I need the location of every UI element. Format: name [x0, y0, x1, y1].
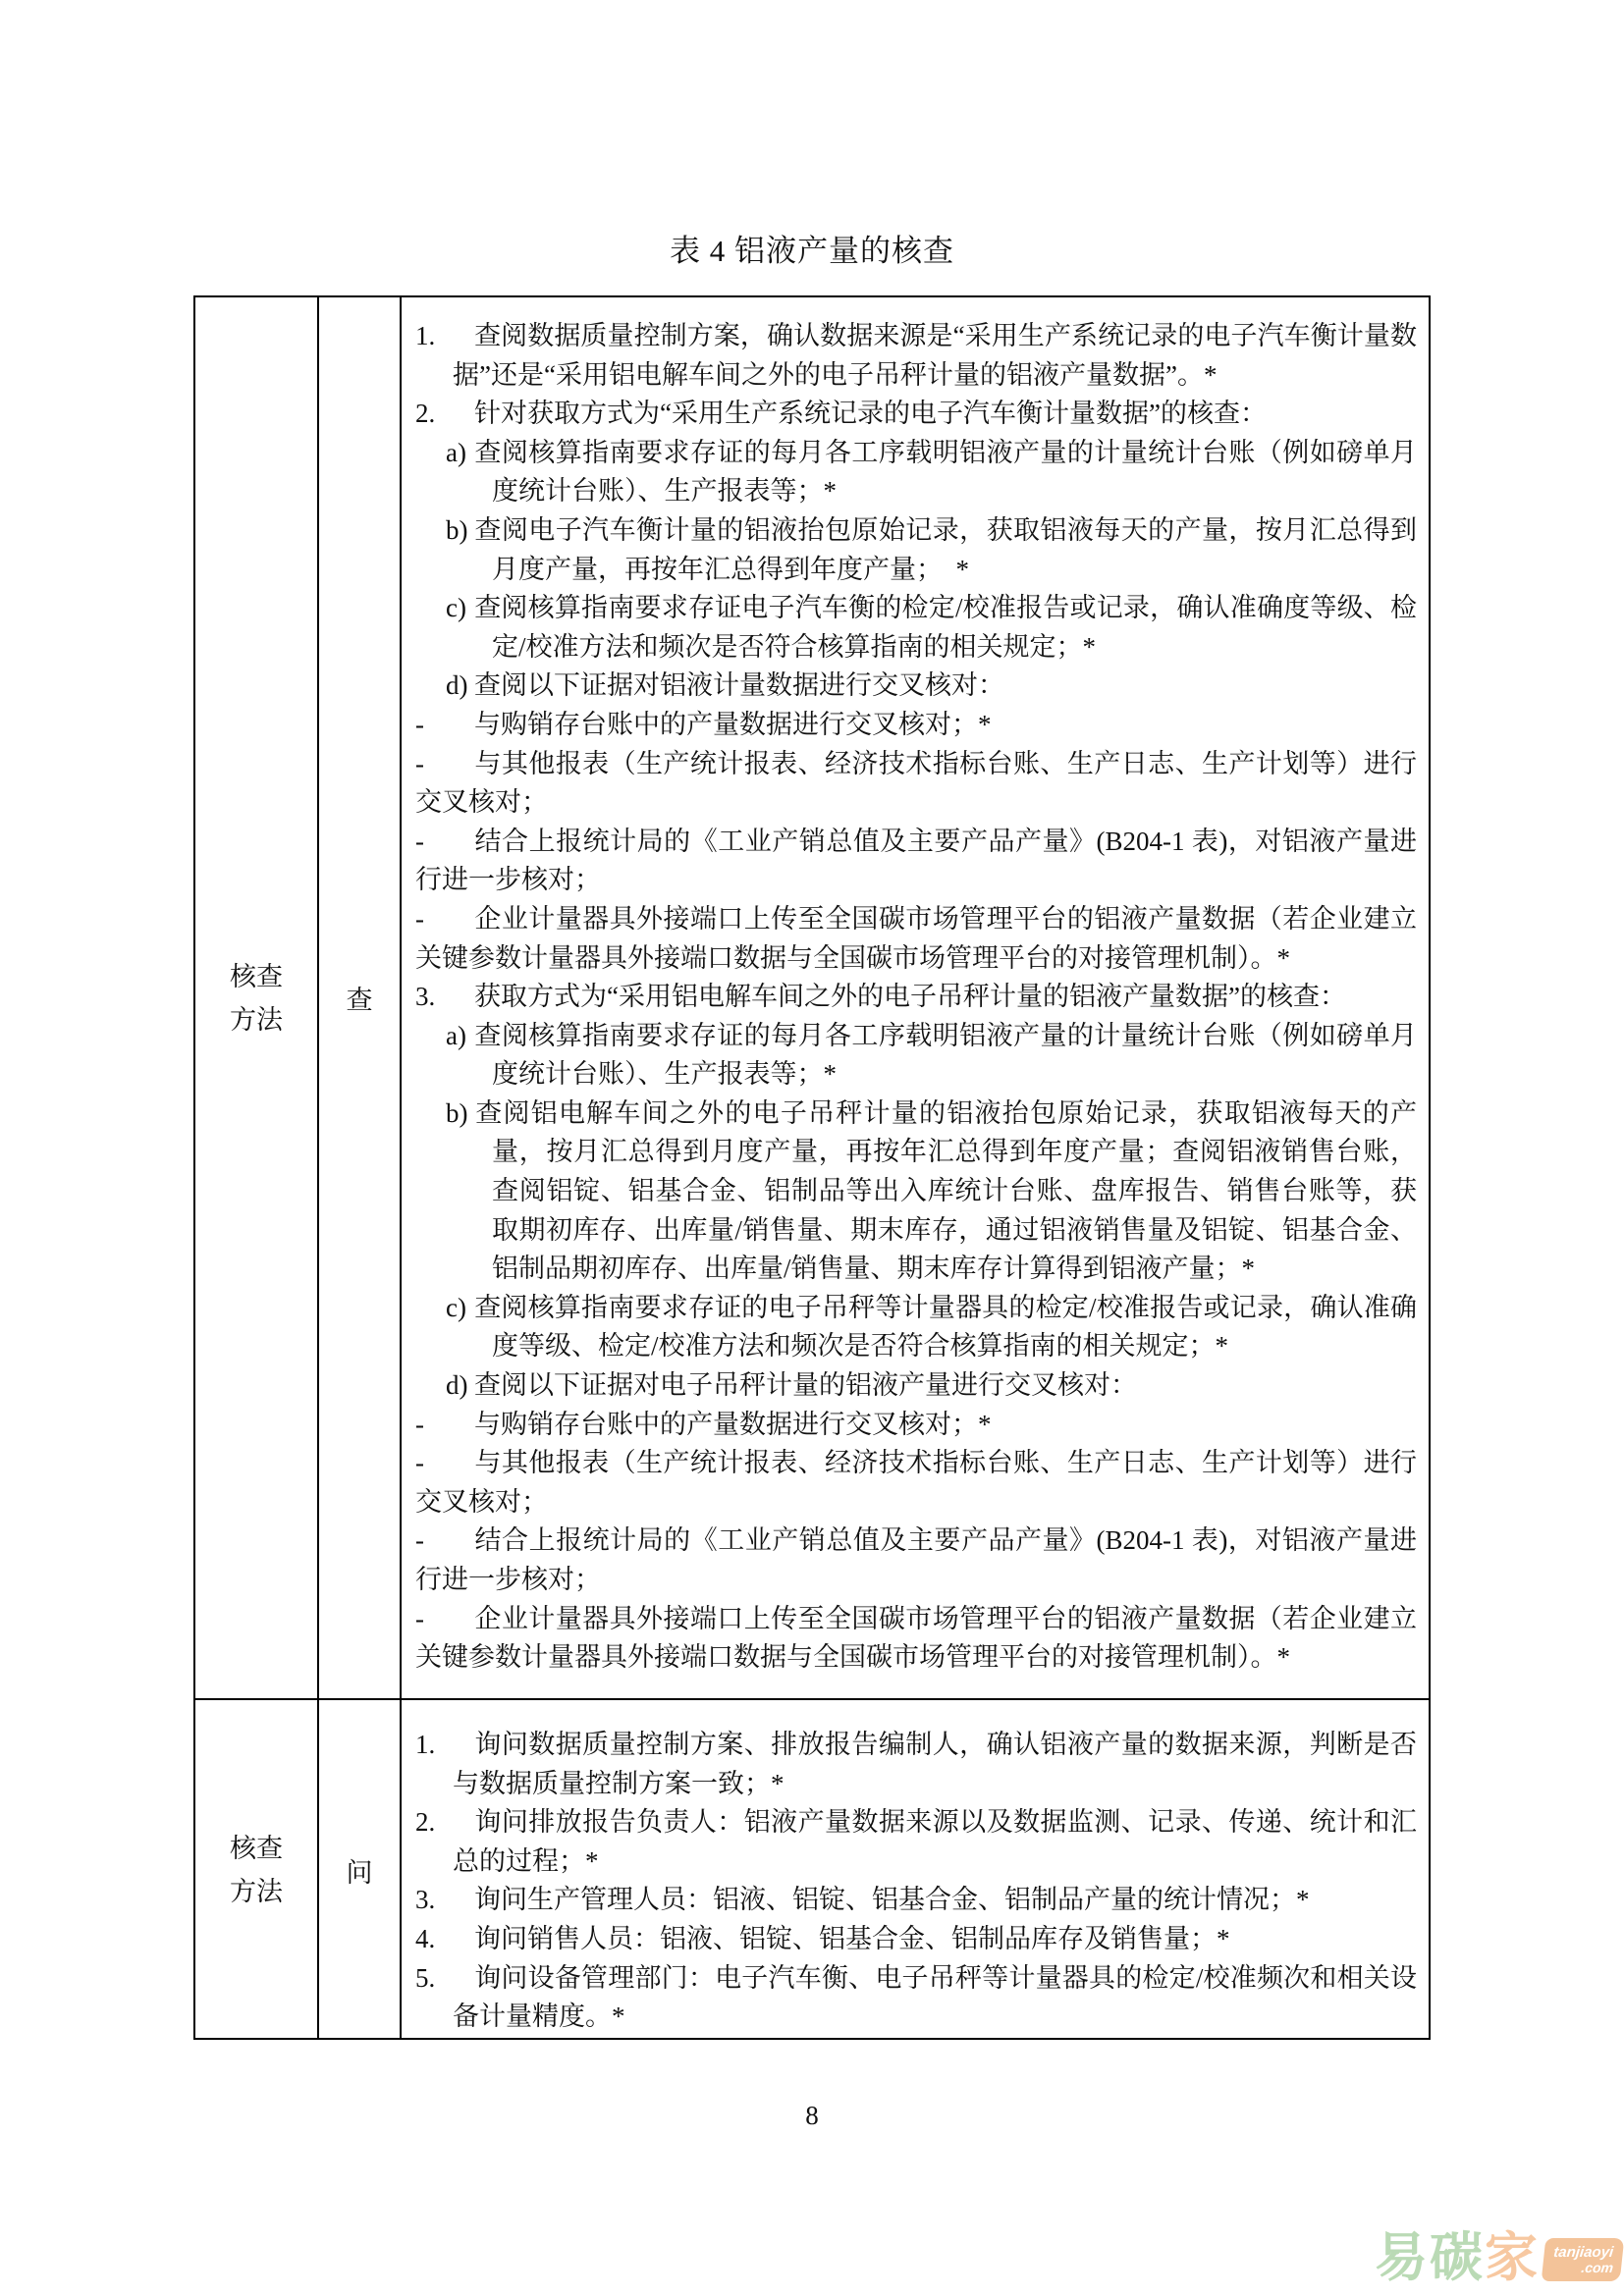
item-label: -	[415, 1525, 424, 1556]
watermark-domain-badge	[1542, 2238, 1624, 2281]
verification-table	[193, 295, 1431, 2040]
item-label: -	[415, 1603, 424, 1633]
item-label: 1.	[415, 1730, 436, 1759]
item-text: 查阅铝电解车间之外的电子吊秤计量的铝液抬包原始记录，获取铝液每天的产量，按月汇总得到月度产量，再按年汇总得到年度产量；查阅铝液销售台账，查阅铝锭、铝基合金、铝制品等出入库统计台账、盘库报告、销售台账等，获取期初库存、出库量/销售量、期末库存，通过铝液销售量及铝锭、铝基合金、铝制品期初库存、出库量/销售量、期末库存计算得到铝液产量；*	[474, 1097, 1417, 1284]
checklist-item	[415, 1959, 1417, 2037]
checklist-item	[415, 745, 1417, 823]
checklist-item	[415, 511, 1417, 589]
item-label: d)	[446, 1370, 468, 1401]
checklist-item	[415, 395, 1417, 434]
item-label: 2.	[415, 1807, 436, 1838]
checklist-item	[415, 823, 1417, 900]
item-text: 企业计量器具外接端口上传至全国碳市场管理平台的铝液产量数据（若企业建立关键参数计量器具外接端口数据与全国碳市场管理平台的对接管理机制）。*	[415, 1603, 1417, 1673]
row-header-cell	[195, 297, 319, 1698]
item-label: b)	[446, 1097, 468, 1128]
watermark-site: tanjiaoyi	[1552, 2243, 1615, 2261]
watermark-text-orange: 家	[1485, 2228, 1538, 2287]
checklist-item	[415, 1017, 1417, 1095]
site-watermark	[1375, 2230, 1622, 2285]
checklist-item	[415, 317, 1417, 395]
item-text: 查阅核算指南要求存证的电子吊秤等计量器具的检定/校准报告或记录，确认准确度等级、检定/校准方法和频次是否符合核算指南的相关规定；*	[474, 1292, 1417, 1362]
item-label: 3.	[415, 982, 436, 1012]
item-text: 与其他报表（生产统计报表、经济技术指标台账、生产日志、生产计划等）进行交叉核对；	[415, 1448, 1417, 1517]
page-number: 8	[805, 2101, 819, 2130]
item-label: -	[415, 826, 424, 856]
item-label: a)	[446, 1020, 466, 1050]
item-text: 与购销存台账中的产量数据进行交叉核对；*	[474, 1409, 992, 1439]
checklist-item	[415, 1095, 1417, 1289]
item-text: 获取方式为“采用铝电解车间之外的电子吊秤计量的铝液产量数据”的核查：	[474, 982, 1346, 1012]
table-caption: 表 4 铝液产量的核查	[670, 234, 954, 268]
item-label: -	[415, 1409, 424, 1439]
check-items-cell	[402, 297, 1429, 1698]
watermark-text-green: 易碳	[1375, 2228, 1485, 2287]
checklist-item	[415, 978, 1417, 1017]
item-text: 结合上报统计局的《工业产销总值及主要产品产量》(B204-1 表)，对铝液产量进行进一步核对；	[415, 1525, 1417, 1594]
method-cell-check	[319, 297, 402, 1698]
item-text: 询问数据质量控制方案、排放报告编制人，确认铝液产量的数据来源，判断是否与数据质量控制方案一致；*	[453, 1730, 1417, 1798]
checklist-item	[415, 1726, 1417, 1803]
checklist-item	[415, 1803, 1417, 1881]
item-label: 2.	[415, 399, 436, 429]
checklist-item	[415, 1366, 1417, 1406]
item-label: 5.	[415, 1962, 436, 1993]
watermark-tld: .com	[1580, 2259, 1615, 2275]
item-label: a)	[446, 437, 466, 467]
item-label: -	[415, 748, 424, 778]
row-header-cell	[195, 1700, 319, 2040]
item-text: 询问销售人员：铝液、铝锭、铝基合金、铝制品库存及销售量；*	[474, 1923, 1230, 1953]
table-row-check	[195, 297, 1429, 1700]
item-label: -	[415, 709, 424, 739]
item-text: 查阅核算指南要求存证的每月各工序载明铝液产量的计量统计台账（例如磅单月度统计台账）、生产报表等；*	[474, 1020, 1417, 1090]
checklist-item	[415, 1406, 1417, 1445]
item-label: c)	[446, 593, 466, 623]
item-text: 结合上报统计局的《工业产销总值及主要产品产量》(B204-1 表)，对铝液产量进行进一步核对；	[415, 826, 1417, 895]
checklist-item	[415, 1444, 1417, 1522]
method-label-check: 查	[346, 986, 373, 1015]
item-label: d)	[446, 670, 468, 701]
item-text: 与其他报表（生产统计报表、经济技术指标台账、生产日志、生产计划等）进行交叉核对；	[415, 748, 1417, 818]
item-text: 询问生产管理人员：铝液、铝锭、铝基合金、铝制品产量的统计情况；*	[474, 1885, 1310, 1915]
method-label-ask: 问	[346, 1857, 373, 1888]
item-label: b)	[446, 514, 468, 545]
row-header-label: 核查方法	[230, 1834, 283, 1906]
checklist-item	[415, 1289, 1417, 1366]
item-label: 4.	[415, 1923, 436, 1953]
item-label: -	[415, 1448, 424, 1478]
checklist-item	[415, 1881, 1417, 1920]
checklist-item	[415, 1600, 1417, 1678]
checklist-item	[415, 434, 1417, 511]
ask-items-cell	[402, 1700, 1429, 2040]
item-text: 针对获取方式为“采用生产系统记录的电子汽车衡计量数据”的核查：	[474, 399, 1267, 429]
checklist-item	[415, 1522, 1417, 1599]
item-text: 查阅核算指南要求存证的每月各工序载明铝液产量的计量统计台账（例如磅单月度统计台账）、生产报表等；*	[474, 437, 1417, 507]
checklist-item	[415, 1920, 1417, 1959]
item-label: -	[415, 903, 424, 934]
item-label: c)	[446, 1292, 466, 1322]
item-text: 查阅数据质量控制方案，确认数据来源是“采用生产系统记录的电子汽车衡计量数据”还是“采用铝电解车间之外的电子吊秤计量的铝液产量数据”。*	[453, 321, 1417, 390]
item-text: 询问设备管理部门：电子汽车衡、电子吊秤等计量器具的检定/校准频次和相关设备计量精度。*	[453, 1962, 1417, 2032]
table-row-ask	[195, 1700, 1429, 2040]
item-label: 3.	[415, 1885, 436, 1915]
checklist-item	[415, 900, 1417, 978]
item-text: 查阅以下证据对铝液计量数据进行交叉核对：	[474, 670, 1004, 701]
item-text: 查阅核算指南要求存证电子汽车衡的检定/校准报告或记录，确认准确度等级、检定/校准方法和频次是否符合核算指南的相关规定；*	[474, 593, 1417, 662]
checklist-item	[415, 706, 1417, 745]
checklist-item	[415, 589, 1417, 667]
item-text: 企业计量器具外接端口上传至全国碳市场管理平台的铝液产量数据（若企业建立关键参数计量器具外接端口数据与全国碳市场管理平台的对接管理机制）。*	[415, 903, 1417, 973]
item-text: 查阅以下证据对电子吊秤计量的铝液产量进行交叉核对：	[474, 1370, 1137, 1401]
checklist-item	[415, 667, 1417, 706]
item-label: 1.	[415, 321, 436, 350]
item-text: 与购销存台账中的产量数据进行交叉核对；*	[474, 709, 992, 739]
row-header-label: 核查方法	[230, 961, 283, 1035]
item-text: 查阅电子汽车衡计量的铝液抬包原始记录，获取铝液每天的产量，按月汇总得到月度产量，再按年汇总得到年度产量； *	[474, 514, 1417, 584]
method-cell-ask	[319, 1700, 402, 2040]
item-text: 询问排放报告负责人：铝液产量数据来源以及数据监测、记录、传递、统计和汇总的过程；*	[453, 1807, 1417, 1876]
